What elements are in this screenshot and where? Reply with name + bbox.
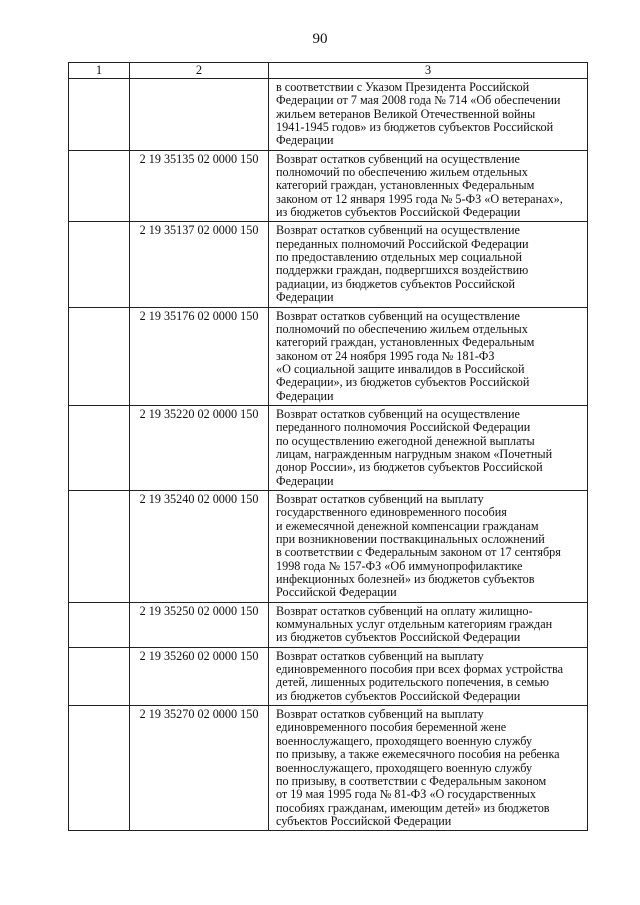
- description-line: Возврат остатков субвенций на осуществление: [276, 406, 520, 421]
- description-line: Федерации: [276, 133, 334, 148]
- description-line: категорий граждан, установленных Федеральным: [276, 178, 535, 193]
- description-line: Возврат остатков субвенций на оплату жилищно-: [276, 603, 533, 618]
- description-line: Возврат остатков субвенций на осуществление: [276, 308, 520, 323]
- description-line: при возникновении поствакцинальных осложнений: [276, 532, 545, 546]
- budget-code-table: [68, 62, 588, 831]
- description-line: лицам, награжденным нагрудным знаком «Почетный: [276, 446, 553, 461]
- description-line: в соответствии с Федеральным законом от 17 сентября: [276, 545, 561, 560]
- description-line: «О социальной защите инвалидов в Российской: [276, 361, 525, 376]
- description-line: по призыву, а также ежемесячного пособия на ребенка: [276, 747, 560, 762]
- budget-code-cell: 2 19 35137 02 0000 150: [130, 222, 269, 307]
- budget-code-cell: 2 19 35176 02 0000 150: [130, 307, 269, 405]
- description-line: субъектов Российской Федерации: [276, 813, 452, 828]
- description-line: Возврат остатков субвенций на выплату: [276, 707, 484, 722]
- description-line: 1998 года № 157-ФЗ «Об иммунопрофилактике: [276, 558, 523, 573]
- description-line: единовременного пособия беременной жене: [276, 720, 507, 735]
- budget-code-cell: 2 19 35250 02 0000 150: [130, 602, 269, 647]
- empty-cell: [69, 222, 130, 307]
- description-line: единовременного пособия при всех формах устройства: [276, 662, 564, 677]
- empty-cell: [69, 647, 130, 705]
- description-line: донор России», из бюджетов субъектов Российской: [276, 460, 543, 475]
- description-line: переданных полномочий Российской Федерации: [276, 236, 529, 251]
- empty-cell: [69, 490, 130, 602]
- header-row: [69, 63, 588, 79]
- description-line: жильем ветеранов Великой Отечественной войны: [276, 106, 536, 121]
- budget-code-cell: [130, 79, 269, 151]
- description-cell: [269, 647, 588, 705]
- empty-cell: [69, 79, 130, 151]
- description-line: Российской Федерации: [276, 585, 397, 600]
- description-line: Федерации», из бюджетов субъектов Российской: [276, 375, 530, 390]
- description-line: инфекционных болезней» из бюджетов субъектов: [276, 572, 535, 587]
- table-body: [69, 79, 588, 831]
- budget-code-cell: 2 19 35135 02 0000 150: [130, 150, 269, 222]
- empty-cell: [69, 307, 130, 405]
- description-line: полномочий по обеспечению жильем отдельных: [276, 321, 528, 336]
- description-cell: [269, 222, 588, 307]
- description-line: военнослужащего, проходящего военную службу: [276, 760, 533, 775]
- description-line: по предоставлению отдельных мер социальной: [276, 250, 523, 265]
- description-line: и ежемесячной денежной компенсации гражданам: [276, 518, 539, 533]
- description-line: по осуществлению ежегодной денежной выплаты: [276, 433, 535, 448]
- budget-code-cell: 2 19 35240 02 0000 150: [130, 490, 269, 602]
- description-line: пособиях гражданам, имеющим детей» из бюджетов: [276, 800, 550, 815]
- budget-code-cell: 2 19 35260 02 0000 150: [130, 647, 269, 705]
- description-cell: [269, 602, 588, 647]
- description-line: переданного полномочия Российской Федерации: [276, 420, 531, 435]
- description-cell: [269, 405, 588, 490]
- description-line: Федерации от 7 мая 2008 года № 714 «Об обеспечении: [276, 93, 561, 108]
- description-line: коммунальных услуг отдельным категориям граждан: [276, 617, 553, 632]
- description-line: детей, лишенных родительского попечения, в семью: [276, 675, 549, 690]
- description-cell: [269, 79, 588, 151]
- table-row: [69, 602, 588, 647]
- description-line: от 19 мая 1995 года № 81-ФЗ «О государственных: [276, 787, 536, 802]
- table-row: [69, 706, 588, 831]
- description-line: Возврат остатков субвенций на выплату: [276, 648, 484, 663]
- description-line: поддержки граждан, подвергшихся воздействию: [276, 263, 529, 278]
- description-line: полномочий по обеспечению жильем отдельных: [276, 165, 528, 180]
- table-row: [69, 405, 588, 490]
- description-line: из бюджетов субъектов Российской Федерации: [276, 205, 521, 220]
- table-row: [69, 222, 588, 307]
- description-cell: [269, 150, 588, 222]
- description-line: радиации, из бюджетов субъектов Российской: [276, 276, 515, 291]
- empty-cell: [69, 150, 130, 222]
- empty-cell: [69, 405, 130, 490]
- budget-code-cell: 2 19 35220 02 0000 150: [130, 405, 269, 490]
- description-line: Федерации: [276, 473, 334, 488]
- empty-cell: [69, 706, 130, 831]
- column-header-3: 3: [269, 63, 588, 79]
- description-cell: [269, 706, 588, 831]
- description-line: Федерации: [276, 290, 334, 305]
- table-row: [69, 647, 588, 705]
- description-line: из бюджетов субъектов Российской Федерации: [276, 688, 521, 703]
- description-line: 1941-1945 годов» из бюджетов субъектов Российской: [276, 120, 554, 135]
- table-header: [69, 63, 588, 79]
- description-line: военнослужащего, проходящего военную службу: [276, 733, 533, 748]
- description-line: Возврат остатков субвенций на выплату: [276, 491, 484, 506]
- description-line: Возврат остатков субвенций на осуществление: [276, 223, 520, 238]
- description-line: законом от 12 января 1995 года № 5-ФЗ «О ветеранах»,: [276, 191, 563, 206]
- table-row: [69, 307, 588, 405]
- description-line: законом от 24 ноября 1995 года № 181-ФЗ: [276, 348, 495, 363]
- description-line: государственного единовременного пособия: [276, 505, 507, 520]
- column-header-2: 2: [130, 63, 269, 79]
- description-cell: [269, 307, 588, 405]
- budget-code-cell: 2 19 35270 02 0000 150: [130, 706, 269, 831]
- table-row: [69, 79, 588, 151]
- description-line: категорий граждан, установленных Федеральным: [276, 335, 535, 350]
- description-line: Федерации: [276, 388, 334, 403]
- table-row: [69, 490, 588, 602]
- table-row: [69, 150, 588, 222]
- description-line: из бюджетов субъектов Российской Федерации: [276, 630, 521, 645]
- page-number: 90: [312, 31, 328, 47]
- column-header-1: 1: [69, 63, 130, 79]
- description-line: по призыву, в соответствии с Федеральным законом: [276, 773, 547, 788]
- description-line: в соответствии с Указом Президента Российской: [276, 80, 530, 94]
- empty-cell: [69, 602, 130, 647]
- description-cell: [269, 490, 588, 602]
- description-line: Возврат остатков субвенций на осуществление: [276, 151, 520, 166]
